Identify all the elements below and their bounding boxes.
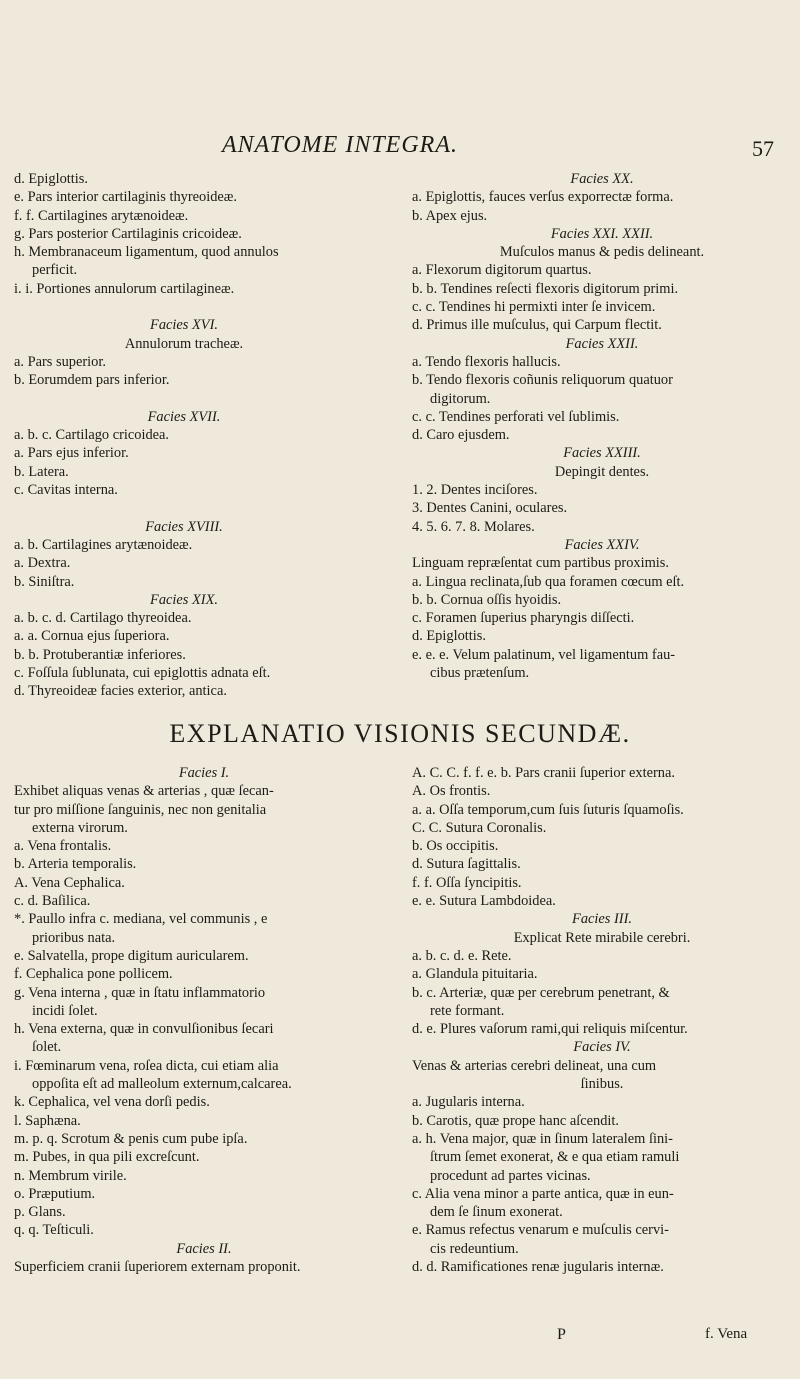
text-line: k. Cephalica, vel vena dorſi pedis. bbox=[14, 1094, 210, 1111]
text-line: oppoſita eſt ad malleolum externum,calcarea. bbox=[32, 1076, 292, 1093]
top-left-column bbox=[14, 170, 354, 701]
text-line: h. Membranaceum ligamentum, quod annulos bbox=[14, 244, 279, 261]
text-line: b. b. Cornua oſſis hyoidis. bbox=[412, 591, 562, 608]
text-line: a. Dextra. bbox=[14, 555, 71, 572]
text-line: c. Cavitas interna. bbox=[14, 482, 118, 499]
text-line: d. Caro ejusdem. bbox=[412, 427, 510, 444]
running-header bbox=[0, 132, 800, 162]
text-line: Explicat Rete mirabile cerebri. bbox=[513, 929, 691, 946]
text-line: Depingit dentes. bbox=[554, 463, 650, 480]
text-line: i. i. Portiones annulorum cartilagineæ. bbox=[14, 280, 235, 297]
text-line bbox=[14, 298, 354, 316]
text-line: rete formant. bbox=[430, 1002, 505, 1019]
catchword: f. Vena bbox=[705, 1326, 748, 1342]
text-line: tur pro miſſione ſanguinis, nec non genitalia bbox=[14, 801, 267, 818]
text-line: dem ſe ſinum exonerat. bbox=[430, 1204, 563, 1221]
figure-heading: Facies III. bbox=[572, 911, 632, 928]
text-line: cis redeuntium. bbox=[430, 1240, 519, 1257]
text-line: incidi ſolet. bbox=[32, 1002, 98, 1019]
text-line: b. Eorumdem pars inferior. bbox=[14, 372, 170, 389]
text-line: a. b. Cartilagines arytænoideæ. bbox=[14, 536, 193, 553]
text-line: b. Arteria temporalis. bbox=[14, 856, 137, 873]
text-line: Venas & arterias cerebri delineat, una cum bbox=[412, 1057, 657, 1074]
running-title: ANATOME INTEGRA. bbox=[222, 132, 458, 158]
text-line: Muſculos manus & pedis delineant. bbox=[499, 244, 705, 261]
text-line: l. Saphæna. bbox=[14, 1112, 81, 1129]
text-line: perficit. bbox=[32, 262, 78, 279]
text-line: b. Siniſtra. bbox=[14, 573, 75, 590]
text-line bbox=[14, 390, 354, 408]
text-line: b. c. Arteriæ, quæ per cerebrum penetrant, & bbox=[412, 984, 670, 1001]
text-line: A. C. C. f. f. e. b. Pars cranii ſuperior externa. bbox=[412, 765, 675, 781]
text-line: a. Pars ejus inferior. bbox=[14, 445, 129, 462]
text-line: a. a. Oſſa temporum,cum ſuis ſuturis ſquamoſis. bbox=[412, 801, 684, 818]
text-line: digitorum. bbox=[430, 390, 491, 407]
figure-heading: Facies XIX. bbox=[150, 591, 218, 608]
text-line: a. a. Cornua ejus ſuperiora. bbox=[14, 628, 170, 645]
figure-heading: Facies I. bbox=[178, 765, 230, 781]
text-line: p. Glans. bbox=[14, 1204, 66, 1221]
text-line: prioribus nata. bbox=[32, 929, 116, 946]
signature-mark: P bbox=[557, 1326, 566, 1343]
text-line: a. Epiglottis, fauces verſus exporrectæ forma. bbox=[412, 189, 674, 206]
text-line: e. Pars interior cartilaginis thyreoideæ. bbox=[14, 189, 237, 206]
text-line: a. h. Vena major, quæ in ſinum lateralem ſini- bbox=[412, 1130, 673, 1147]
text-line: A. Vena Cephalica. bbox=[14, 874, 125, 891]
top-right-column bbox=[412, 170, 792, 682]
text-line: h. Vena externa, quæ in convulſionibus ſecari bbox=[14, 1021, 274, 1038]
text-line: b. Apex ejus. bbox=[412, 207, 488, 224]
figure-heading: Facies II. bbox=[176, 1240, 232, 1257]
text-line: e. e. Sutura Lambdoidea. bbox=[412, 893, 556, 910]
figure-heading: Facies XXI. XXII. bbox=[550, 225, 654, 242]
text-line: b. b. Tendines reſecti flexoris digitorum primi. bbox=[412, 280, 679, 297]
text-line: c. d. Baſilica. bbox=[14, 893, 91, 910]
text-line: g. Vena interna , quæ in ſtatu inflammatorio bbox=[14, 984, 266, 1001]
page-number: 57 bbox=[752, 136, 774, 161]
text-line: a. b. c. Cartilago cricoidea. bbox=[14, 427, 170, 444]
text-line: d. Epiglottis. bbox=[14, 171, 88, 187]
text-line bbox=[14, 499, 354, 517]
text-line: d. Epiglottis. bbox=[412, 628, 486, 645]
text-line: a. Vena frontalis. bbox=[14, 838, 112, 855]
figure-heading: Facies XXIV. bbox=[564, 536, 640, 553]
text-line: a. Pars superior. bbox=[14, 353, 106, 370]
text-line: C. C. Sutura Coronalis. bbox=[412, 819, 547, 836]
text-line: a. Lingua reclinata,ſub qua foramen cœcum eſt. bbox=[412, 573, 685, 590]
text-line: c. c. Tendines perforati vel ſublimis. bbox=[412, 408, 620, 425]
text-line: e. Salvatella, prope digitum auricularem. bbox=[14, 947, 249, 964]
text-line: g. Pars posterior Cartilaginis cricoideæ. bbox=[14, 225, 242, 242]
text-line: cibus prætenſum. bbox=[430, 665, 530, 682]
text-line: ſolet. bbox=[32, 1039, 62, 1056]
figure-heading: Facies XXIII. bbox=[563, 445, 641, 462]
text-line: ſtrum ſemet exonerat, & e qua etiam ramuli bbox=[430, 1149, 680, 1166]
text-line: f. Cephalica pone pollicem. bbox=[14, 966, 173, 983]
text-line: d. d. Ramificationes renæ jugularis internæ. bbox=[412, 1259, 664, 1276]
text-line: b. Carotis, quæ prope hanc aſcendit. bbox=[412, 1112, 620, 1129]
text-line: m. Pubes, in qua pili excreſcunt. bbox=[14, 1149, 200, 1166]
text-line: e. Ramus refectus venarum e muſculis cervi- bbox=[412, 1222, 669, 1239]
figure-heading: Facies XXII. bbox=[565, 335, 639, 352]
text-line: n. Membrum virile. bbox=[14, 1167, 127, 1184]
text-line: a. Flexorum digitorum quartus. bbox=[412, 262, 592, 279]
figure-heading: Facies IV. bbox=[573, 1039, 631, 1056]
text-line: d. Sutura ſagittalis. bbox=[412, 856, 521, 873]
text-line: e. e. e. Velum palatinum, vel ligamentum fau- bbox=[412, 646, 676, 663]
text-line: o. Præputium. bbox=[14, 1185, 96, 1202]
text-line: 4. 5. 6. 7. 8. Molares. bbox=[412, 518, 535, 535]
text-line: b. Latera. bbox=[14, 463, 69, 480]
text-line: A. Os frontis. bbox=[412, 783, 491, 800]
text-line: d. e. Plures vaſorum rami,qui reliquis miſcentur. bbox=[412, 1021, 688, 1038]
bottom-left-column bbox=[14, 764, 394, 1276]
text-line: externa virorum. bbox=[32, 819, 128, 836]
figure-heading: Facies XVI. bbox=[150, 317, 218, 334]
text-line: 1. 2. Dentes inciſores. bbox=[412, 482, 538, 499]
figure-heading: Facies XX. bbox=[570, 171, 634, 187]
text-line: Exhibet aliquas venas & arterias , quæ ſecan- bbox=[14, 783, 274, 800]
text-line: f. f. Cartilagines arytænoideæ. bbox=[14, 207, 189, 224]
bottom-right-column bbox=[412, 764, 792, 1276]
text-line: ſinibus. bbox=[580, 1076, 624, 1093]
text-line: c. Alia vena minor a parte antica, quæ in eun- bbox=[412, 1185, 674, 1202]
text-line: a. Glandula pituitaria. bbox=[412, 966, 538, 983]
text-line: 3. Dentes Canini, oculares. bbox=[412, 500, 568, 517]
text-line: i. Fœminarum vena, roſea dicta, cui etiam alia bbox=[14, 1057, 279, 1074]
text-line: d. Primus ille muſculus, qui Carpum flectit. bbox=[412, 317, 662, 334]
text-line: a. b. c. d. Cartilago thyreoidea. bbox=[14, 610, 192, 627]
text-line: b. b. Protuberantiæ inferiores. bbox=[14, 646, 186, 663]
text-line: b. Tendo flexoris coñunis reliquorum quatuor bbox=[412, 372, 673, 389]
text-line: a. Tendo flexoris hallucis. bbox=[412, 353, 561, 370]
text-line: a. b. c. d. e. Rete. bbox=[412, 947, 512, 964]
section-heading: EXPLANATIO VISIONIS SECUNDÆ. bbox=[169, 719, 631, 748]
text-line: q. q. Teſticuli. bbox=[14, 1222, 94, 1239]
figure-heading: Facies XVIII. bbox=[145, 518, 223, 535]
text-line: *. Paullo infra c. mediana, vel communis , e bbox=[14, 911, 268, 928]
text-line: c. Foramen ſuperius pharyngis diſſecti. bbox=[412, 610, 635, 627]
text-line: d. Thyreoideæ facies exterior, antica. bbox=[14, 683, 227, 700]
figure-heading: Facies XVII. bbox=[147, 408, 221, 425]
text-line: procedunt ad partes vicinas. bbox=[430, 1167, 591, 1184]
text-line: b. Os occipitis. bbox=[412, 838, 499, 855]
text-line: c. c. Tendines hi permixti inter ſe invicem. bbox=[412, 299, 656, 316]
text-line: Annulorum tracheæ. bbox=[124, 335, 244, 352]
text-line: a. Jugularis interna. bbox=[412, 1094, 525, 1111]
text-line: f. f. Oſſa ſyncipitis. bbox=[412, 874, 522, 891]
text-line: c. Foſſula ſublunata, cui epiglottis adnata eſt. bbox=[14, 665, 271, 682]
text-line: Superficiem cranii ſuperiorem externam proponit. bbox=[14, 1259, 301, 1276]
text-line: Linguam repræſentat cum partibus proximis. bbox=[412, 555, 669, 572]
text-line: m. p. q. Scrotum & penis cum pube ipſa. bbox=[14, 1130, 248, 1147]
